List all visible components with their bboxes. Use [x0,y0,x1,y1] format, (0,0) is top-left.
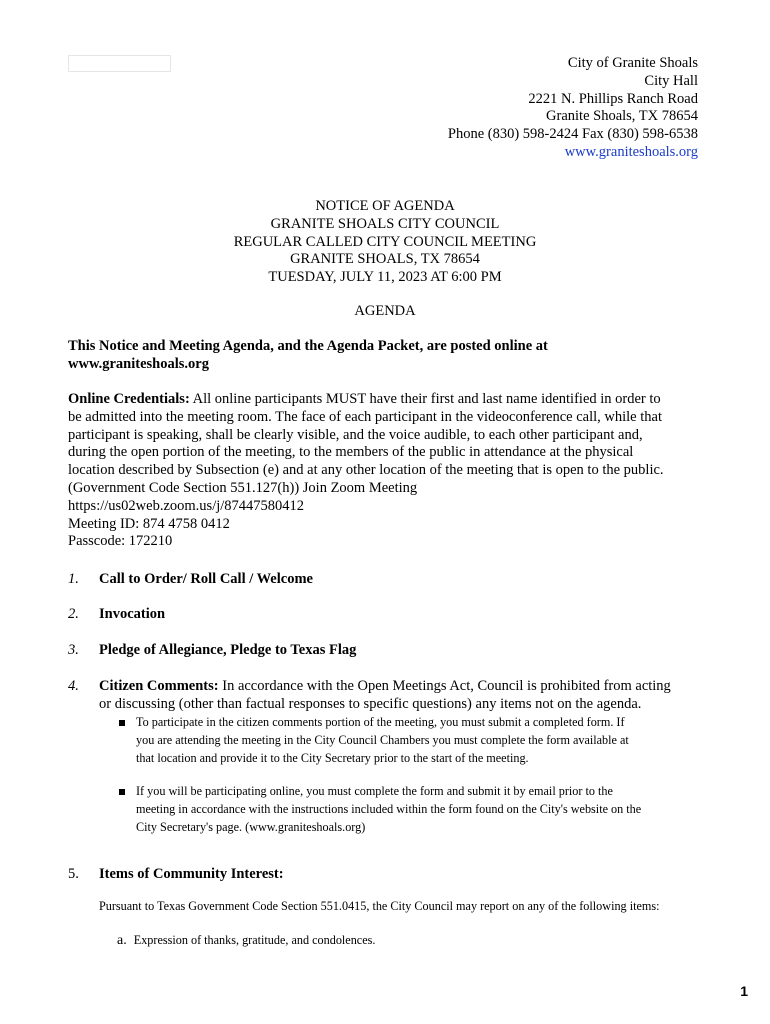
bullet-text: City Secretary's page. (www.graniteshoals.org) [136,819,366,834]
bullet-text: that location and provide it to the City Secretary prior to the start of the meeting. [136,750,529,765]
building-name: City Hall [644,72,698,89]
page-number: 1 [740,983,748,999]
item-title: Pledge of Allegiance, Pledge to Texas Flag [99,642,357,658]
website-link[interactable]: www.graniteshoals.org [564,143,698,160]
item-number: 5. [68,866,79,882]
credentials-text: during the open portion of the meeting, to the members of the public in attendance at the physical [68,444,634,461]
item-number: 2. [68,606,79,622]
phone-fax: Phone (830) 598-2424 Fax (830) 598-6538 [447,126,698,143]
credentials-text: (Government Code Section 551.127(h)) Join Zoom Meeting [68,479,418,496]
item-number: 1. [68,571,79,587]
city-state-zip: Granite Shoals, TX 78654 [546,108,698,125]
bullet-text: To participate in the citizen comments portion of the meeting, you must submit a completed form. If [136,715,625,729]
address-block [448,55,698,162]
notice-line: NOTICE OF AGENDA [315,198,455,214]
sub-item-letter: a. [117,933,127,948]
online-credentials [68,391,700,551]
credentials-text: location described by Subsection (e) and at any other location of the meeting that is open to the public. [68,462,664,479]
item-text: or discussing (other than factual responses to specific questions) any items not on the agenda. [99,695,642,712]
bullet-text: meeting in accordance with the instructions included within the form found on the City's website on the [136,801,642,816]
credentials-label: Online Credentials: [68,391,190,407]
meeting-id: Meeting ID: 874 4758 0412 [68,515,230,532]
agenda-item [68,678,708,714]
bullet-text: you are attending the meeting in the City Council Chambers you must complete the form available at [136,732,629,747]
posted-online-notice [68,338,698,374]
item-title: Call to Order/ Roll Call / Welcome [99,571,313,587]
street-address: 2221 N. Phillips Ranch Road [528,90,698,107]
bullet-item [117,783,702,836]
bullet-item [117,714,702,767]
bullet-text: If you will be participating online, you must complete the form and submit it by email prior to the [136,784,613,798]
item-number: 4. [68,678,79,694]
notice-line: GRANITE SHOALS CITY COUNCIL [270,215,500,232]
notice-heading [0,198,770,287]
zoom-link[interactable]: https://us02web.zoom.us/j/87447580412 [68,497,305,514]
item-title: Invocation [99,606,166,622]
credentials-text: be admitted into the meeting room. The face of each participant in the videoconference call, while that [68,408,662,425]
bullet-list [117,783,702,836]
bullet-square-icon [119,789,125,795]
item-text: In accordance with the Open Meetings Act, Council is prohibited from acting [218,678,671,694]
notice-line: GRANITE SHOALS, TX 78654 [290,251,480,268]
credentials-text: participant is speaking, shall be clearly visible, and the voice audible, to each other participant and, [68,426,643,443]
sub-item-text: Expression of thanks, gratitude, and condolences. [133,933,376,947]
community-interest-intro: Pursuant to Texas Government Code Section 551.0415, the City Council may report on any of the following items: [99,899,660,913]
notice-line: TUESDAY, JULY 11, 2023 AT 6:00 PM [268,269,502,286]
agenda-title: AGENDA [354,303,416,319]
passcode: Passcode: 172210 [68,533,173,550]
credentials-text: All online participants MUST have their first and last name identified in order to [189,391,661,407]
posted-line: This Notice and Meeting Agenda, and the Agenda Packet, are posted online at [68,338,548,354]
bullet-list [117,714,702,767]
item-label: Citizen Comments: [99,678,219,694]
org-name: City of Granite Shoals [567,55,698,71]
item-number: 3. [68,642,79,658]
sub-item-a [117,932,717,950]
item-title: Items of Community Interest: [99,866,284,882]
logo-placeholder [68,55,171,72]
notice-line: REGULAR CALLED CITY COUNCIL MEETING [233,233,537,250]
posted-url: www.graniteshoals.org [68,355,209,372]
bullet-square-icon [119,720,125,726]
